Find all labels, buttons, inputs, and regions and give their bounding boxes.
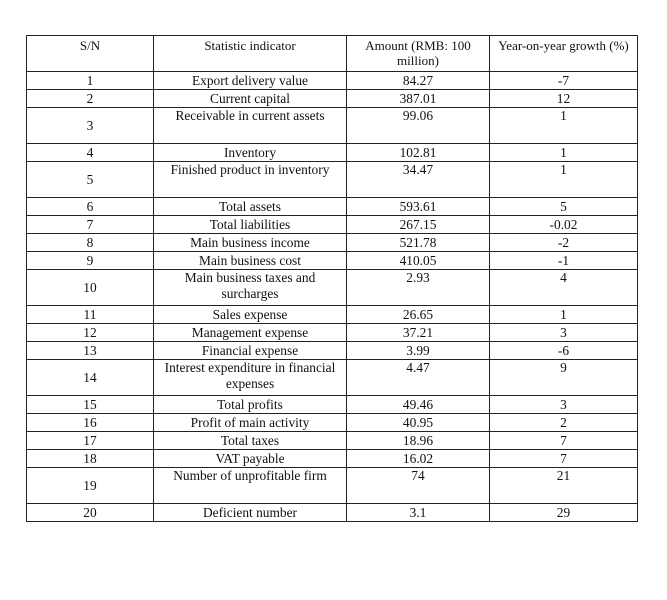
cell-sn: 6 [27, 198, 154, 216]
cell-sn: 13 [27, 342, 154, 360]
cell-amount: 49.46 [347, 396, 490, 414]
cell-sn: 2 [27, 90, 154, 108]
statistics-table [26, 35, 638, 522]
cell-sn: 9 [27, 252, 154, 270]
table-row [27, 360, 638, 396]
table-row [27, 144, 638, 162]
table-row [27, 504, 638, 522]
table-row [27, 450, 638, 468]
cell-growth: -7 [490, 72, 638, 90]
cell-sn: 8 [27, 234, 154, 252]
cell-sn: 15 [27, 396, 154, 414]
cell-amount: 40.95 [347, 414, 490, 432]
table-row [27, 396, 638, 414]
cell-growth: -6 [490, 342, 638, 360]
cell-indicator: Sales expense [154, 306, 347, 324]
cell-amount: 387.01 [347, 90, 490, 108]
table-row [27, 234, 638, 252]
cell-amount: 74 [347, 468, 490, 504]
table-row [27, 270, 638, 306]
cell-sn: 11 [27, 306, 154, 324]
cell-sn: 20 [27, 504, 154, 522]
cell-sn: 4 [27, 144, 154, 162]
table-row [27, 306, 638, 324]
table-row [27, 432, 638, 450]
table-row [27, 198, 638, 216]
table-row [27, 90, 638, 108]
cell-growth: -1 [490, 252, 638, 270]
table-row [27, 342, 638, 360]
table-row [27, 216, 638, 234]
cell-growth: -2 [490, 234, 638, 252]
cell-growth: 5 [490, 198, 638, 216]
cell-indicator: Profit of main activity [154, 414, 347, 432]
cell-growth: -0.02 [490, 216, 638, 234]
table-row [27, 252, 638, 270]
cell-indicator: Interest expenditure in financial expenses [154, 360, 347, 396]
cell-amount: 521.78 [347, 234, 490, 252]
table-row [27, 72, 638, 90]
cell-sn: 14 [27, 360, 154, 396]
cell-amount: 3.99 [347, 342, 490, 360]
cell-sn: 7 [27, 216, 154, 234]
cell-indicator: Number of unprofitable firm [154, 468, 347, 504]
cell-indicator: Main business taxes and surcharges [154, 270, 347, 306]
cell-sn: 10 [27, 270, 154, 306]
table-row [27, 324, 638, 342]
header-sn: S/N [27, 36, 154, 72]
cell-growth: 1 [490, 108, 638, 144]
cell-indicator: Total assets [154, 198, 347, 216]
cell-amount: 84.27 [347, 72, 490, 90]
cell-sn: 3 [27, 108, 154, 144]
cell-indicator: Management expense [154, 324, 347, 342]
cell-sn: 12 [27, 324, 154, 342]
cell-growth: 7 [490, 450, 638, 468]
table-row [27, 468, 638, 504]
cell-growth: 21 [490, 468, 638, 504]
cell-indicator: Total taxes [154, 432, 347, 450]
cell-amount: 593.61 [347, 198, 490, 216]
cell-indicator: Main business cost [154, 252, 347, 270]
cell-amount: 34.47 [347, 162, 490, 198]
cell-amount: 18.96 [347, 432, 490, 450]
cell-indicator: Financial expense [154, 342, 347, 360]
header-growth: Year-on-year growth (%) [490, 36, 638, 72]
cell-growth: 3 [490, 324, 638, 342]
cell-growth: 12 [490, 90, 638, 108]
cell-sn: 5 [27, 162, 154, 198]
cell-indicator: Main business income [154, 234, 347, 252]
cell-amount: 37.21 [347, 324, 490, 342]
cell-indicator: Export delivery value [154, 72, 347, 90]
cell-growth: 4 [490, 270, 638, 306]
table-row [27, 162, 638, 198]
cell-growth: 7 [490, 432, 638, 450]
cell-sn: 19 [27, 468, 154, 504]
cell-growth: 1 [490, 162, 638, 198]
cell-sn: 1 [27, 72, 154, 90]
table-row [27, 108, 638, 144]
cell-indicator: Total profits [154, 396, 347, 414]
cell-amount: 2.93 [347, 270, 490, 306]
cell-amount: 267.15 [347, 216, 490, 234]
cell-sn: 16 [27, 414, 154, 432]
cell-amount: 410.05 [347, 252, 490, 270]
cell-growth: 9 [490, 360, 638, 396]
cell-sn: 18 [27, 450, 154, 468]
cell-indicator: Total liabilities [154, 216, 347, 234]
cell-indicator: Finished product in inventory [154, 162, 347, 198]
cell-indicator: Current capital [154, 90, 347, 108]
cell-amount: 99.06 [347, 108, 490, 144]
cell-indicator: Deficient number [154, 504, 347, 522]
cell-indicator: Receivable in current assets [154, 108, 347, 144]
header-amount: Amount (RMB: 100 million) [347, 36, 490, 72]
cell-amount: 16.02 [347, 450, 490, 468]
cell-growth: 3 [490, 396, 638, 414]
cell-amount: 3.1 [347, 504, 490, 522]
cell-growth: 29 [490, 504, 638, 522]
cell-amount: 4.47 [347, 360, 490, 396]
cell-growth: 1 [490, 306, 638, 324]
cell-indicator: Inventory [154, 144, 347, 162]
cell-amount: 26.65 [347, 306, 490, 324]
header-indicator: Statistic indicator [154, 36, 347, 72]
table-row [27, 414, 638, 432]
cell-sn: 17 [27, 432, 154, 450]
cell-growth: 2 [490, 414, 638, 432]
header-row [27, 36, 638, 72]
cell-growth: 1 [490, 144, 638, 162]
cell-amount: 102.81 [347, 144, 490, 162]
cell-indicator: VAT payable [154, 450, 347, 468]
